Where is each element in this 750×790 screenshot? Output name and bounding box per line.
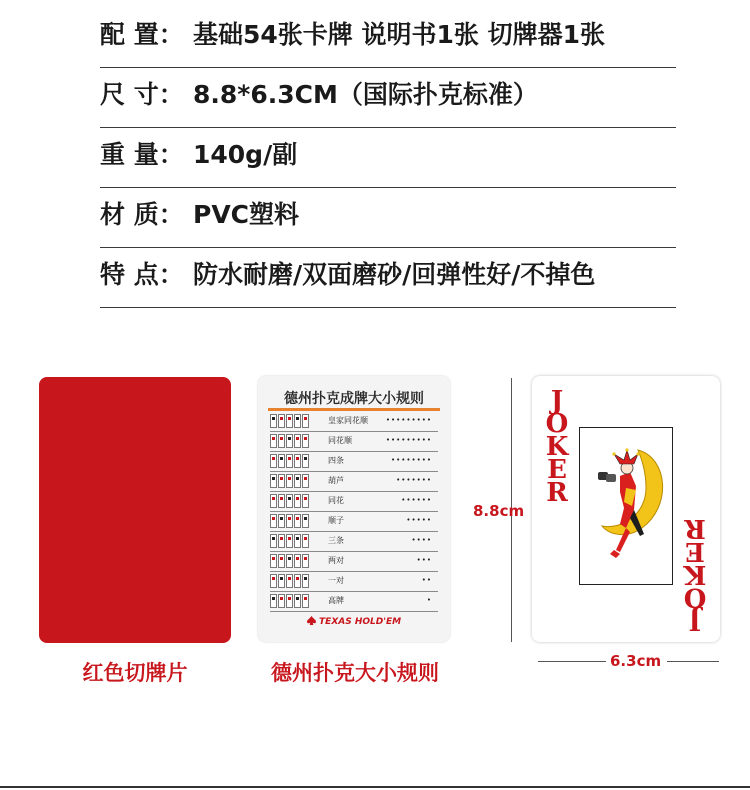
width-dimension-line-right <box>667 661 719 662</box>
mini-card-icon <box>286 454 293 468</box>
mini-card-icon <box>270 534 277 548</box>
texas-holdem-label: TEXAS HOLD'EM <box>319 617 402 627</box>
hand-rank-row <box>270 552 438 572</box>
mini-card-icon <box>278 574 285 588</box>
hand-rank-name: 两对 <box>328 556 344 565</box>
joker-letter: J <box>688 605 702 635</box>
spec-value: PVC塑料 <box>193 200 300 229</box>
mini-card-icon <box>286 514 293 528</box>
mini-card-icon <box>286 494 293 508</box>
hand-rank-dots: •••• <box>411 536 432 544</box>
mini-card-icon <box>302 474 309 488</box>
holdem-rules-card <box>258 376 450 642</box>
mini-card-icon <box>302 534 309 548</box>
mini-card-icon <box>286 474 293 488</box>
spec-value: 基础54张卡牌 说明书1张 切牌器1张 <box>193 20 605 49</box>
spade-icon <box>307 616 316 625</box>
mini-card-icon <box>302 514 309 528</box>
red-cut-card <box>39 377 231 643</box>
joker-letter: R <box>546 478 568 508</box>
mini-card-icon <box>270 434 277 448</box>
mini-card-icon <box>270 514 277 528</box>
hand-rank-dots: •• <box>421 576 432 584</box>
spec-key: 重 量： <box>100 140 184 169</box>
mini-card-icon <box>278 414 285 428</box>
mini-card-icon <box>302 594 309 608</box>
mini-card-icon <box>286 594 293 608</box>
rules-title-underline <box>268 408 440 411</box>
mini-card-icon <box>302 554 309 568</box>
jester-on-moon-illustration <box>580 428 671 583</box>
mini-card-icon <box>278 534 285 548</box>
hand-rank-row <box>270 472 438 492</box>
mini-card-icon <box>278 434 285 448</box>
joker-letter: O <box>545 409 569 439</box>
hand-rank-row <box>270 532 438 552</box>
hand-rank-name: 葫芦 <box>328 476 344 485</box>
mini-card-icon <box>302 434 309 448</box>
joker-letter: R <box>684 513 706 543</box>
mini-card-icon <box>294 454 301 468</box>
mini-card-icon <box>278 494 285 508</box>
mini-card-icon <box>270 554 277 568</box>
hand-rank-dots: •••••••• <box>390 456 432 464</box>
hand-rank-row <box>270 592 438 612</box>
mini-card-icon <box>286 574 293 588</box>
joker-letter: K <box>545 432 569 462</box>
hand-rank-name: 顺子 <box>328 516 344 525</box>
mini-card-icon <box>270 474 277 488</box>
spec-value: 140g/副 <box>193 140 298 169</box>
hand-rank-name: 四条 <box>328 456 344 465</box>
mini-card-icon <box>278 594 285 608</box>
spec-key: 特 点： <box>100 260 184 289</box>
mini-card-icon <box>270 414 277 428</box>
rules-card-footer <box>258 616 450 627</box>
width-dimension-line-left <box>538 661 606 662</box>
hand-rank-name: 皇家同花顺 <box>328 416 368 425</box>
height-dimension-label: 8.8cm <box>473 502 525 520</box>
hand-rank-name: 一对 <box>328 576 344 585</box>
spec-row-material <box>100 188 676 248</box>
spec-value: 8.8*6.3CM（国际扑克标准） <box>193 80 538 109</box>
joker-letter: O <box>683 582 707 612</box>
hand-rank-row <box>270 452 438 472</box>
joker-card <box>532 376 720 642</box>
mini-card-icon <box>278 554 285 568</box>
hand-rank-name: 同花 <box>328 496 344 505</box>
hand-rank-row <box>270 432 438 452</box>
bottom-divider <box>0 786 750 788</box>
hand-rank-dots: ••••••••• <box>385 436 432 444</box>
spec-key: 配 置： <box>100 20 184 49</box>
mini-card-icon <box>302 494 309 508</box>
mini-card-icon <box>294 594 301 608</box>
mini-card-icon <box>294 434 301 448</box>
mini-card-icon <box>294 494 301 508</box>
mini-card-icon <box>294 414 301 428</box>
mini-card-icon <box>270 494 277 508</box>
hand-rank-name: 三条 <box>328 536 344 545</box>
mini-card-icon <box>278 514 285 528</box>
mini-card-icon <box>278 454 285 468</box>
mini-card-icon <box>294 534 301 548</box>
mini-card-icon <box>294 554 301 568</box>
hand-rank-row <box>270 512 438 532</box>
spec-value: 防水耐磨/双面磨砂/回弹性好/不掉色 <box>193 260 596 289</box>
mini-card-icon <box>294 474 301 488</box>
mini-card-icon <box>270 454 277 468</box>
joker-letter: K <box>683 559 707 589</box>
spec-row-config <box>100 8 676 68</box>
hand-rank-row <box>270 412 438 432</box>
width-dimension-label: 6.3cm <box>610 652 662 670</box>
joker-letters-bottom <box>682 513 708 635</box>
hand-rank-dots: ••••• <box>406 516 432 524</box>
hand-rank-dots: ••••••• <box>396 476 432 484</box>
mini-card-icon <box>302 414 309 428</box>
hand-rank-name: 同花顺 <box>328 436 352 445</box>
red-card-caption: 红色切牌片 <box>82 661 188 685</box>
mini-card-icon <box>286 414 293 428</box>
spec-row-size <box>100 68 676 128</box>
mini-card-icon <box>302 574 309 588</box>
hand-rank-dots: ••••••••• <box>385 416 432 424</box>
mini-card-icon <box>286 554 293 568</box>
rules-card-title: 德州扑克成牌大小规则 <box>284 391 424 407</box>
mini-card-icon <box>286 534 293 548</box>
mini-card-icon <box>278 474 285 488</box>
hand-rank-row <box>270 572 438 592</box>
mini-card-icon <box>302 454 309 468</box>
hand-rank-name: 高牌 <box>328 596 344 605</box>
joker-letter: J <box>550 386 564 416</box>
mini-card-icon <box>294 514 301 528</box>
joker-letter: E <box>547 455 567 485</box>
mini-card-icon <box>294 574 301 588</box>
spec-row-weight <box>100 128 676 188</box>
joker-art-frame <box>579 427 673 585</box>
mini-card-icon <box>270 574 277 588</box>
hand-rank-dots: •••••• <box>401 496 432 504</box>
spec-key: 材 质： <box>100 200 184 229</box>
hand-rank-row <box>270 492 438 512</box>
hand-rank-dots: • <box>426 596 432 604</box>
joker-letter: E <box>685 536 705 566</box>
spec-key: 尺 寸： <box>100 80 184 109</box>
mini-card-icon <box>270 594 277 608</box>
joker-letters-top <box>544 386 570 508</box>
hand-rank-dots: ••• <box>416 556 432 564</box>
spec-row-features <box>100 248 676 308</box>
rules-card-caption: 德州扑克大小规则 <box>271 661 439 685</box>
mini-card-icon <box>286 434 293 448</box>
